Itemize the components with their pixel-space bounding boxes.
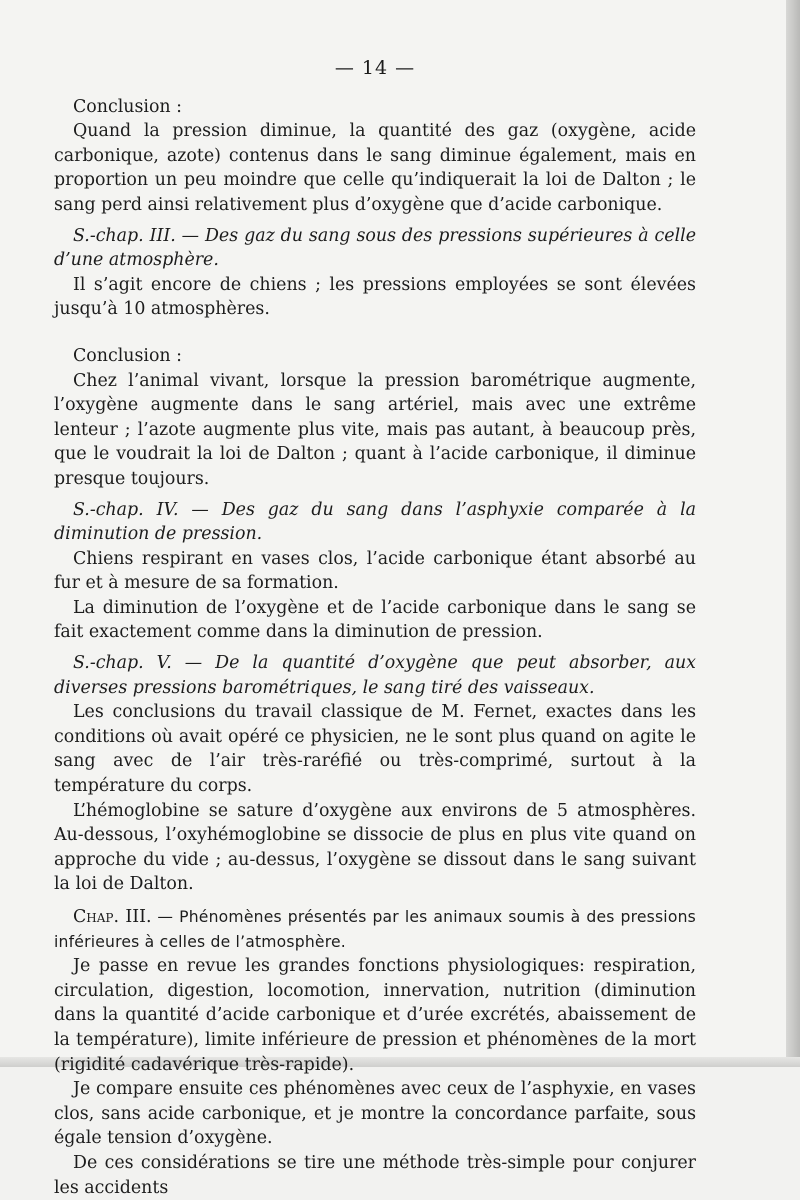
- body-paragraph: Il s’agit encore de chiens ; les pressions employées se sont élevées jusqu’à 10 atmosphères.: [54, 274, 696, 320]
- page-edge-shadow: [786, 0, 800, 1067]
- subchapter-heading: [54, 224, 696, 273]
- body-paragraph: L’hémoglobine se sature d’oxygène aux environs de 5 atmosphères. Au-dessous, l’oxyhémoglobine se dissocie de plus en plus vite quand on approche du vide ; au-dessus, l’oxygène se dissout dans le sang suivant la loi de Dalton.: [54, 800, 696, 895]
- chapter-number: Chap. III.: [73, 907, 152, 927]
- page-number: — 14 —: [334, 57, 416, 79]
- subchapter-title: — De la quantité d’oxygène que peut absorber, aux diverses pressions barométriques, le sang tiré des vaisseaux.: [54, 653, 696, 698]
- text-flow: [54, 95, 696, 1200]
- subchapter-heading: [54, 498, 696, 547]
- conclusion-label: Conclusion :: [73, 345, 183, 366]
- chapter-heading: [54, 905, 696, 954]
- paragraph-gap: [54, 322, 696, 344]
- subchapter-title: — Des gaz du sang dans l’asphyxie comparée à la diminution de pression.: [54, 499, 696, 545]
- body-paragraph: Je compare ensuite ces phénomènes avec ceux de l’asphyxie, en vases clos, sans acide carbonique, et je montre la concordance parfaite, sous égale tension d’oxygène.: [54, 1079, 696, 1149]
- subchapter-number: S.-chap. IV.: [73, 499, 179, 520]
- chapter-title: — Phénomènes présentés par les animaux soumis à des pressions inférieures à celles de l’atmosphère.: [54, 908, 696, 951]
- body-paragraph: Chez l’animal vivant, lorsque la pression barométrique augmente, l’oxygène augmente dans le sang artériel, mais avec une extrême lenteur ; l’azote augmente plus vite, mais pas autant, à beaucoup près, que le voudrait la loi de Dalton ; quant à l’acide carbonique, il diminue presque toujours.: [54, 370, 696, 489]
- body-paragraph: Les conclusions du travail classique de M. Fernet, exactes dans les conditions où avait opéré ce physicien, ne le sont plus quand on agite le sang avec de l’air très-raréfié ou très-comprimé, surtout à la température du corps.: [54, 702, 696, 797]
- conclusion-label: Conclusion :: [73, 96, 183, 117]
- body-paragraph: Quand la pression diminue, la quantité des gaz (oxygène, acide carbonique, azote) contenus dans le sang diminue également, mais en proportion un peu moindre que celle qu’indiquerait la loi de Dalton ; le sang perd ainsi relativement plus d’oxygène que d’acide carbonique.: [54, 121, 696, 215]
- page-body: [54, 56, 696, 1200]
- body-paragraph: De ces considérations se tire une méthode très-simple pour conjurer les accidents: [54, 1152, 696, 1198]
- subchapter-number: S.-chap. V.: [73, 653, 172, 674]
- body-paragraph: La diminution de l’oxygène et de l’acide carbonique dans le sang se fait exactement comme dans la diminution de pression.: [54, 597, 696, 643]
- body-paragraph: Je passe en revue les grandes fonctions physiologiques: respiration, circulation, digestion, locomotion, innervation, nutrition (diminution dans la quantité d’acide carbonique et d’urée excrétés, abaissement de la température), limite inférieure de pression et phénomènes de la mort (rigidité cadavérique très-rapide).: [54, 956, 696, 1075]
- subchapter-title: — Des gaz du sang sous des pressions supérieures à celle d’une atmosphère.: [54, 225, 696, 271]
- subchapter-heading: [54, 651, 696, 700]
- body-paragraph: Chiens respirant en vases clos, l’acide carbonique étant absorbé au fur et à mesure de sa formation.: [54, 548, 696, 594]
- subchapter-number: S.-chap. III.: [73, 225, 176, 246]
